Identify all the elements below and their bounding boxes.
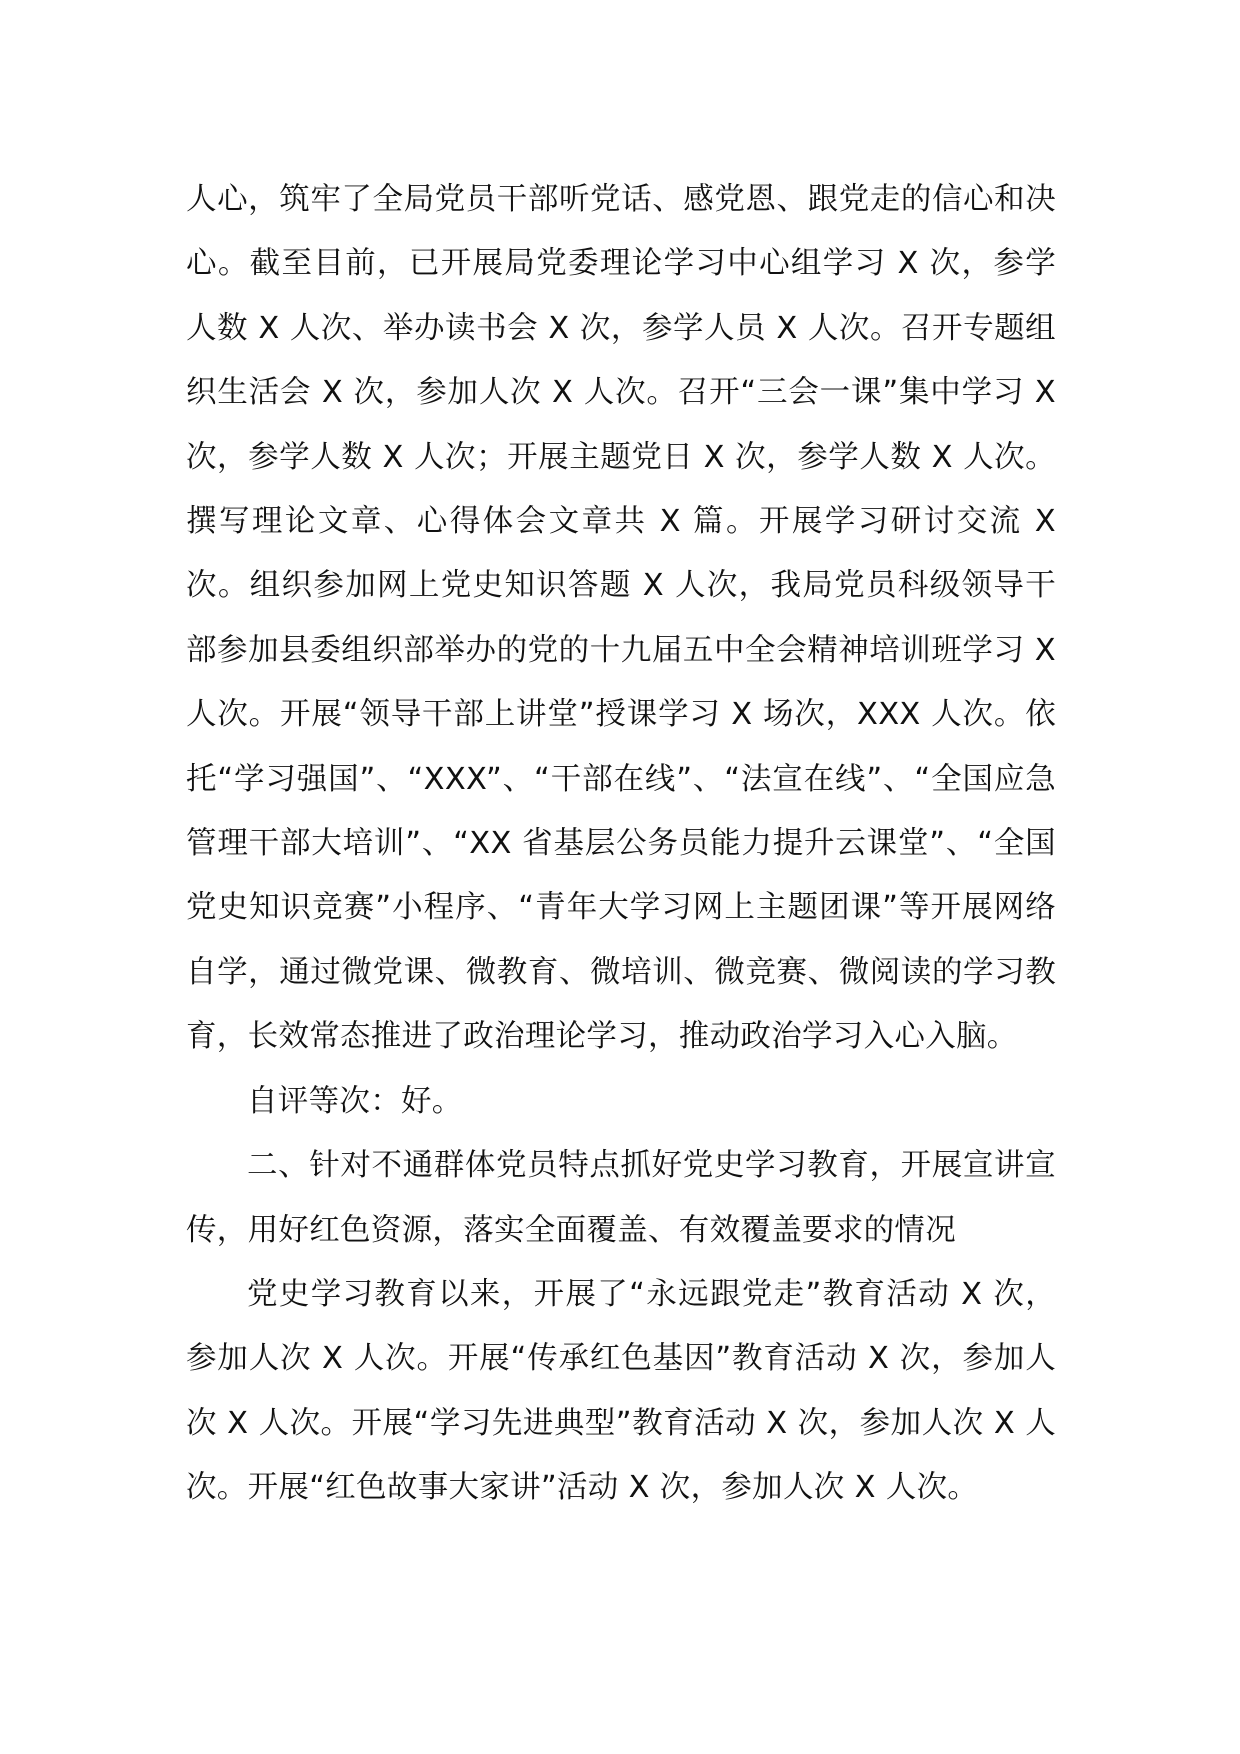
document-body	[186, 168, 1056, 1521]
section-two-heading: 二、针对不通群体党员特点抓好党史学习教育，开展宣讲宣传，用好红色资源，落实全面覆盖、有效覆盖要求的情况	[186, 1148, 1056, 1248]
paragraph-self-rating: 自评等次：好。	[247, 1083, 463, 1119]
paragraph-learning-stats: 人心，筑牢了全局党员干部听党话、感党恩、跟党走的信心和决心。截至目前，已开展局党委理论学习中心组学习 X 次，参学人数 X 人次、举办读书会 X 次，参学人员 X 人次。召开专题组织生活会 X 次，参加人次 X 人次。召开“三会一课”集中学习 X 次，参学人数 X 人次；开展主题党日 X 次，参学人数 X 人次。撰写理论文章、心得体会文章共 X 篇。开展学习研讨交流 X 次。组织参加网上党史知识答题 X 人次，我局党员科级领导干部参加县委组织部举办的党的十九届五中全会精神培训班学习 X 人次。开展“领导干部上讲堂”授课学习 X 场次，XXX 人次。依托“学习强国”、“XXX”、“干部在线”、“法宣在线”、“全国应急管理干部大培训”、“XX 省基层公务员能力提升云课堂”、“全国党史知识竞赛”小程序、“青年大学习网上主题团课”等开展网络自学，通过微党课、微教育、微培训、微竞赛、微阅读的学习教育，长效常态推进了政治理论学习，推动政治学习入心入脑。	[186, 182, 1056, 1055]
paragraph-section-two-body: 党史学习教育以来，开展了“永远跟党走”教育活动 X 次，参加人次 X 人次。开展“传承红色基因”教育活动 X 次，参加人次 X 人次。开展“学习先进典型”教育活动 X 次，参加人次 X 人次。开展“红色故事大家讲”活动 X 次，参加人次 X 人次。	[186, 1276, 1056, 1506]
